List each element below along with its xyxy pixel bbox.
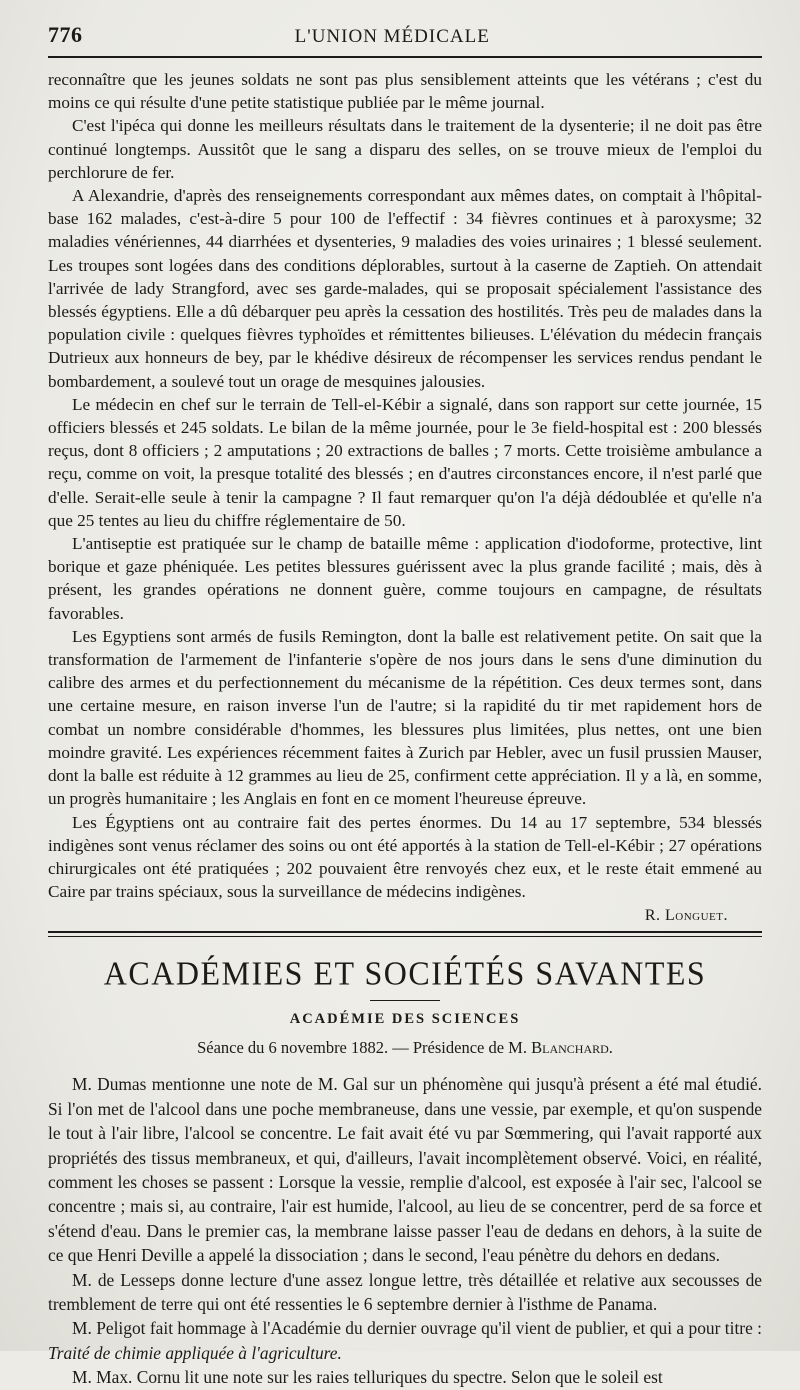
- minutes-body: [48, 1072, 762, 1389]
- article-paragraph: C'est l'ipéca qui donne les meilleurs résultats dans le traitement de la dysenterie; il ne doit pas être continué longtemps. Aussitôt que le sang a disparu des selles, on se trouve mieux de l'emploi du perchlorure de fer.: [48, 116, 762, 182]
- section-subtitle: ACADÉMIE DES SCIENCES: [289, 1011, 521, 1028]
- session-line: [48, 1038, 762, 1058]
- article-paragraph: A Alexandrie, d'après des renseignements correspondant aux mêmes dates, on comptait à l'hôpital-base 162 malades, c'est-à-dire 5 pour 100 de l'effectif : 34 fièvres continues et à paroxysme; 32 maladies vénériennes, 44 diarrhées et dysenteries, 9 maladies des voies urinaires ; 1 blessé seulement. Les troupes sont logées dans des conditions déplorables, surtout à la caserne de Zaptieh. On attendait l'arrivée de lady Strangford, avec ses garde-malades, qui se proposait spécialement l'assistance des blessés égyptiens. Elle a dû débarquer peu après la cessation des hostilités. Très peu de malades dans la population civile : quelques fièvres typhoïdes et rémittentes bilieuses. L'élévation du médecin français Dutrieux aux honneurs de bey, par le khédive désireux de récompenser les services rendus pendant le bombardement, a soulevé tout un orage de mesquines jalousies.: [48, 186, 762, 391]
- president-name: Blanchard.: [531, 1038, 613, 1058]
- header-rule: [48, 56, 762, 58]
- article-body: [48, 68, 762, 903]
- article-paragraph: reconnaître que les jeunes soldats ne sont pas plus sensiblement atteints que les vétérans ; c'est du moins ce qui résulte d'une petite statistique publiée par le même journal.: [48, 70, 762, 113]
- book-title: Traité de chimie appliquée à l'agriculture.: [48, 1342, 342, 1363]
- article-paragraph: Les Egyptiens sont armés de fusils Remington, dont la balle est relativement petite. On sait que la transformation de l'armement de l'infanterie s'opère de nos jours dans le sens d'une diminution du calibre des armes et du perfectionnement du mécanisme de la répétition. Ces deux termes sont, dans une certaine mesure, en raison inverse l'un de l'autre; si la rapidité du tir met rapidement hors de combat un nombre considérable d'hommes, les blessures plus limitées, plus nettes, ont une bien moindre gravité. Les expériences récemment faites à Zurich par Hebler, avec un fusil prussien Mauser, dont la balle est réduite à 12 grammes au lieu de 25, confirment cette appréciation. Il y a là, en somme, un progrès humanitaire ; les Anglais en font en ce moment l'heureuse épreuve.: [48, 626, 762, 809]
- page-number: 776: [48, 22, 83, 47]
- journal-name: L'UNION MÉDICALE: [294, 26, 490, 47]
- article-paragraph: Les Égyptiens ont au contraire fait des pertes énormes. Du 14 au 17 septembre, 534 blessés indigènes sont venus réclamer des soins ou ont été apportés à la station de Tell-el-Kébir ; 27 opérations chirurgicales ont été pratiquées ; 202 pouvaient être renvoyés chez eux, et le reste était emmené au Caire par trains spéciaux, sous la surveillance de médecins indigènes.: [48, 812, 762, 902]
- section-divider: [48, 931, 762, 933]
- article-paragraph: Le médecin en chef sur le terrain de Tell-el-Kébir a signalé, dans son rapport sur cette journée, 15 officiers blessés et 245 soldats. Le bilan de la même journée, pour le 3e field-hospital est : 200 blessés reçus, dont 8 officiers ; 2 amputations ; 20 extractions de balles ; 7 morts. Cette troisième ambulance a reçu, comme on voit, la presque totalité des blessés ; en d'autres circonstances encore, il n'est parlé que d'elle. Serait-elle seule à tenir la campagne ? Il faut remarquer qu'on l'a déjà dédoublée et qu'elle n'a que 25 tentes au lieu du chiffre réglementaire de 50.: [48, 394, 762, 530]
- article-paragraph: L'antiseptie est pratiquée sur le champ de bataille même : application d'iodoforme, protective, lint borique et gaze phéniquée. Les petites blessures guérissent avec la plus grande facilité ; mais, dès à présent, les grandes opérations ne donnent guère, comme toujours en campagne, de résultats favorables.: [48, 534, 762, 623]
- minutes-paragraph: [48, 1316, 762, 1365]
- minutes-paragraph: M. Max. Cornu lit une note sur les raies telluriques du spectre. Selon que le soleil est: [72, 1367, 663, 1388]
- running-head: [48, 22, 762, 48]
- section-title: ACADÉMIES ET SOCIÉTÉS SAVANTES: [103, 954, 707, 993]
- minutes-paragraph: M. Dumas mentionne une note de M. Gal sur un phénomène qui jusqu'à présent a été mal étudié. Si l'on met de l'alcool dans une poche membraneuse, dans une vessie, par exemple, et qu'on suspende le tout à l'air libre, l'alcool se concentre. Le fait avait été vu par Sœmmering, qui l'avait rapporté aux propriétés des tissus membraneux, et qui, d'ailleurs, l'avait incomplètement observé. Voici, en réalité, comment les choses se passent : Lorsque la vessie, remplie d'alcool, est exposée à l'air sec, l'alcool se concentre ; mais si, au contraire, l'air est humide, l'alcool, au lieu de se concentrer, perd de sa force et s'étend d'eau. Dans le premier cas, la membrane laisse passer l'eau de dedans en dehors, à la suite de ce que Henri Deville a appelé la dissociation ; dans le second, l'eau pénètre du dehors en dedans.: [48, 1074, 762, 1266]
- author-signature: R. Longuet.: [644, 907, 728, 925]
- minutes-text: M. Peligot fait hommage à l'Académie du dernier ouvrage qu'il vient de publier, et qui a pour titre :: [72, 1318, 762, 1339]
- minutes-paragraph: M. de Lesseps donne lecture d'une assez longue lettre, très détaillée et relative aux secousses de tremblement de terre qui ont été ressenties le 6 septembre dernier à l'isthme de Panama.: [48, 1269, 762, 1314]
- session-text: Séance du 6 novembre 1882. — Présidence de M.: [197, 1038, 532, 1058]
- title-rule: [370, 1000, 440, 1001]
- section-divider-thin: [48, 936, 762, 937]
